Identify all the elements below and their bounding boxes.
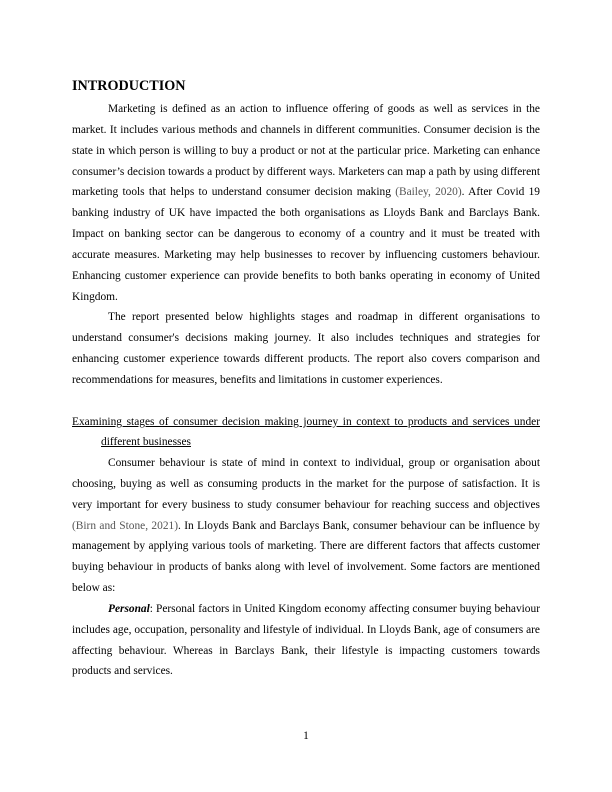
citation-birn-stone: (Birn and Stone, 2021)	[72, 519, 179, 532]
citation-bailey: (Bailey, 2020)	[395, 186, 462, 199]
personal-text: : Personal factors in United Kingdom economy affecting consumer buying behaviour includes age, occupation, personality and lifestyle of individual. In Lloyds Bank, age of consumers are affecting behaviour. Whereas in Barclays Bank, their lifestyle is impacting customers towards products and services.	[72, 602, 540, 678]
section-paragraph-1	[72, 453, 540, 599]
intro-p1-text-a: Marketing is defined as an action to influence offering of goods as well as services in the market. It includes various methods and channels in different communities. Consumer decision is the state in which person is willing to buy a product or not at the particular price. Marketing can enhance consumer’s decision towards a product by different ways. Marketers can map a path by using different marketing tools that helps to understand consumer decision making	[72, 103, 540, 199]
intro-paragraph-2: The report presented below highlights stages and roadmap in different organisations to understand consumer's decisions making journey. It also includes techniques and strategies for enhancing customer experience towards different products. The report also covers comparison and recommendations for measures, benefits and limitations in customer experiences.	[72, 311, 540, 386]
intro-p1-text-b: . After Covid 19 banking industry of UK have impacted the both organisations as Lloyds Bank and Barclays Bank. Impact on banking sector can be dangerous to economy of a country and it must be treated with accurate measures. Marketing may help businesses to recover by influencing customers behaviour. Enhancing customer experience can provide benefits to both banks operating in economy of United Kingdom.	[72, 186, 540, 303]
personal-paragraph	[72, 599, 540, 682]
introduction-heading: INTRODUCTION	[72, 78, 186, 94]
section-heading: Examining stages of consumer decision making journey in context to products and services under different businesses	[72, 415, 540, 449]
page-number: 1	[303, 730, 309, 742]
intro-paragraph-1	[72, 99, 540, 307]
personal-label: Personal	[108, 602, 150, 615]
section-p1-text-b: . In Lloyds Bank and Barclays Bank, consumer behaviour can be influence by management by applying various tools of marketing. There are different factors that affects customer buying behaviour in products of banks along with level of involvement. Some factors are mentioned below as:	[72, 519, 540, 595]
section-p1-text-a: Consumer behaviour is state of mind in context to individual, group or organisation about choosing, buying as well as consuming products in the market for the purpose of satisfaction. It is very important for every business to study consumer behaviour for reaching success and objectives	[72, 457, 540, 511]
page-content	[72, 78, 540, 682]
